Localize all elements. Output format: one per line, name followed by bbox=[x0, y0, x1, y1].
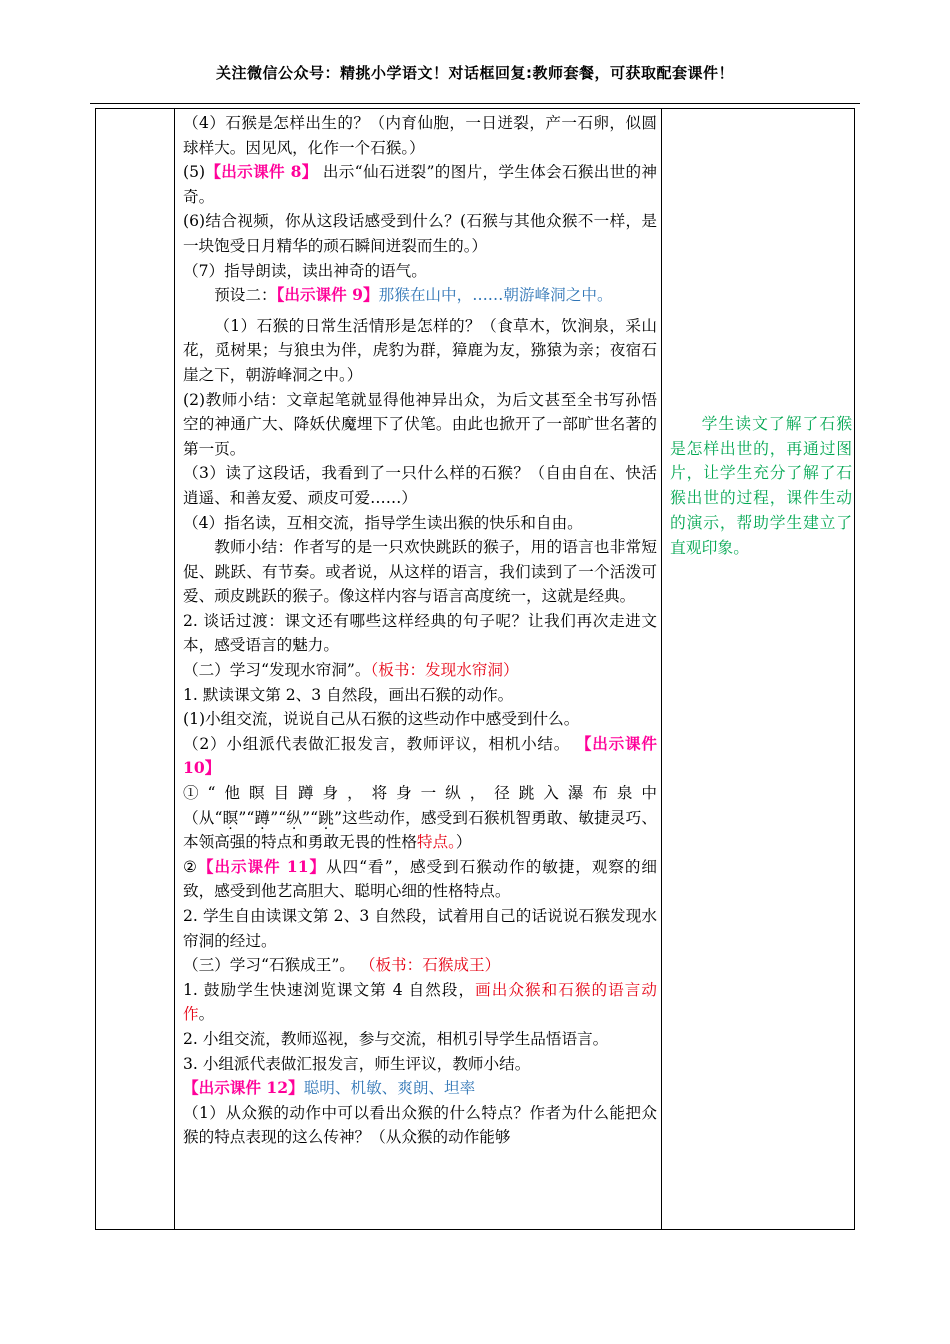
left-column-cell bbox=[96, 109, 175, 1230]
paragraph: （1）石猴的日常生活情形是怎样的？（食草木，饮涧泉，采山花，觅树果；与狼虫为伴，虎豹为群，獐鹿为友，猕猿为亲；夜宿石崖之下，朝游峰洞之中。） bbox=[183, 316, 657, 384]
paragraph: （4）石猴是怎样出生的？（内育仙胞，一日迸裂，产一石卵，似圆球样大。因见风，化作一个石猴。） bbox=[183, 114, 657, 157]
courseware-tag: 【出示课件 10】 bbox=[183, 733, 657, 778]
paragraph: （3）读了这段话，我看到了一只什么样的石猴？（自由自在、快活逍遥、和善友爱、顽皮可爱……） bbox=[183, 464, 657, 507]
paragraph: ②【出示课件 11】从四“看”，感受到石猴动作的敏捷，观察的细致，感受到他艺高胆大、聪明心细的性格特点。 bbox=[183, 856, 657, 901]
paragraph: ①“他瞑目蹲身，将身一纵，径跳入瀑布泉中（从“瞑”“蹲”“纵”“跳”这些动作，感受到石猴机智勇敢、敏捷灵巧、本领高强的特点和勇敢无畏的性格特点。） bbox=[183, 784, 657, 852]
board-note: （板书：发现水帘洞） bbox=[370, 661, 519, 680]
paragraph: （7）指导朗读，读出神奇的语气。 bbox=[183, 261, 427, 280]
paragraph: 2. 谈话过渡：课文还有哪些这样经典的句子呢？让我们再次走进文本，感受语言的魅力。 bbox=[183, 611, 657, 655]
paragraph: (1)小组交流，说说自己从石猴的这些动作中感受到什么。 bbox=[183, 710, 580, 729]
design-intent-cell bbox=[662, 109, 855, 1230]
paragraph: 1. 鼓励学生快速浏览课文第 4 自然段，画出众猴和石猴的语言动作。 bbox=[183, 980, 657, 1024]
section-heading: （二）学习“发现水帘洞”。（板书：发现水帘洞） bbox=[183, 661, 519, 680]
paragraph: 3. 小组派代表做汇报发言，师生评议，教师小结。 bbox=[183, 1054, 531, 1073]
paragraph: 【出示课件 12】聪明、机敏、爽朗、坦率 bbox=[183, 1078, 476, 1098]
header-divider bbox=[90, 103, 860, 104]
section-heading: （三）学习“石猴成王”。 （板书：石猴成王） bbox=[183, 956, 501, 975]
courseware-tag: 【出示课件 8】 bbox=[205, 162, 318, 182]
courseware-tag: 【出示课件 9】 bbox=[276, 285, 379, 305]
paragraph: （1）从众猴的动作中可以看出众猴的什么特点？作者为什么能把众猴的特点表现的这么传神？（从众猴的动作能够 bbox=[183, 1103, 657, 1147]
board-note: （板书：石猴成王） bbox=[359, 956, 501, 975]
teaching-process-cell bbox=[175, 109, 662, 1230]
design-intent-note: 学生读文了解了石猴是怎样出世的，再通过图片，让学生充分了解了石猴出世的过程，课件生动的演示，帮助学生建立了直观印象。 bbox=[670, 414, 852, 557]
paragraph: 2. 小组交流，教师巡视，参与交流，相机引导学生品悟语言。 bbox=[183, 1029, 609, 1048]
paragraph: 1. 默读课文第 2、3 自然段，画出石猴的动作。 bbox=[183, 685, 514, 704]
courseware-tag: 【出示课件 11】 bbox=[197, 856, 327, 876]
paragraph: （4）指名读，互相交流，指导学生读出猴的快乐和自由。 bbox=[183, 513, 583, 532]
courseware-tag: 【出示课件 12】 bbox=[183, 1078, 304, 1098]
paragraph: 2. 学生自由读课文第 2、3 自然段，试着用自己的话说说石猴发现水帘洞的经过。 bbox=[183, 907, 657, 950]
paragraph: (5)【出示课件 8】 出示“仙石迸裂”的图片，学生体会石猴出世的神奇。 bbox=[183, 162, 658, 206]
paragraph: （2）小组派代表做汇报发言，教师评议，相机小结。 【出示课件 10】 bbox=[183, 733, 657, 778]
paragraph: 预设二：【出示课件 9】那猴在山中，……朝游峰洞之中。 bbox=[214, 285, 613, 305]
paragraph: (2)教师小结：文章起笔就显得他神异出众，为后文甚至全书写孙悟空的神通广大、降妖伏魔埋下了伏笔。由此也掀开了一部旷世名著的第一页。 bbox=[183, 390, 657, 458]
quoted-text: 那猴在山中，……朝游峰洞之中。 bbox=[378, 286, 613, 305]
paragraph: (6)结合视频，你从这段话感受到什么？(石猴与其他众猴不一样，是一块饱受日月精华的顽石瞬间迸裂而生的。） bbox=[183, 212, 657, 255]
paragraph: 教师小结：作者写的是一只欢快跳跃的猴子，用的语言也非常短促、跳跃、有节奏。或者说，从这样的语言，我们读到了一个活泼可爱、顽皮跳跃的猴子。像这样内容与语言高度统一，这就是经典。 bbox=[183, 538, 657, 606]
lesson-table bbox=[95, 108, 855, 1230]
page-header: 关注微信公众号：精挑小学语文！对话框回复:教师套餐，可获取配套课件！ bbox=[215, 64, 734, 82]
teaching-content bbox=[175, 109, 661, 1150]
